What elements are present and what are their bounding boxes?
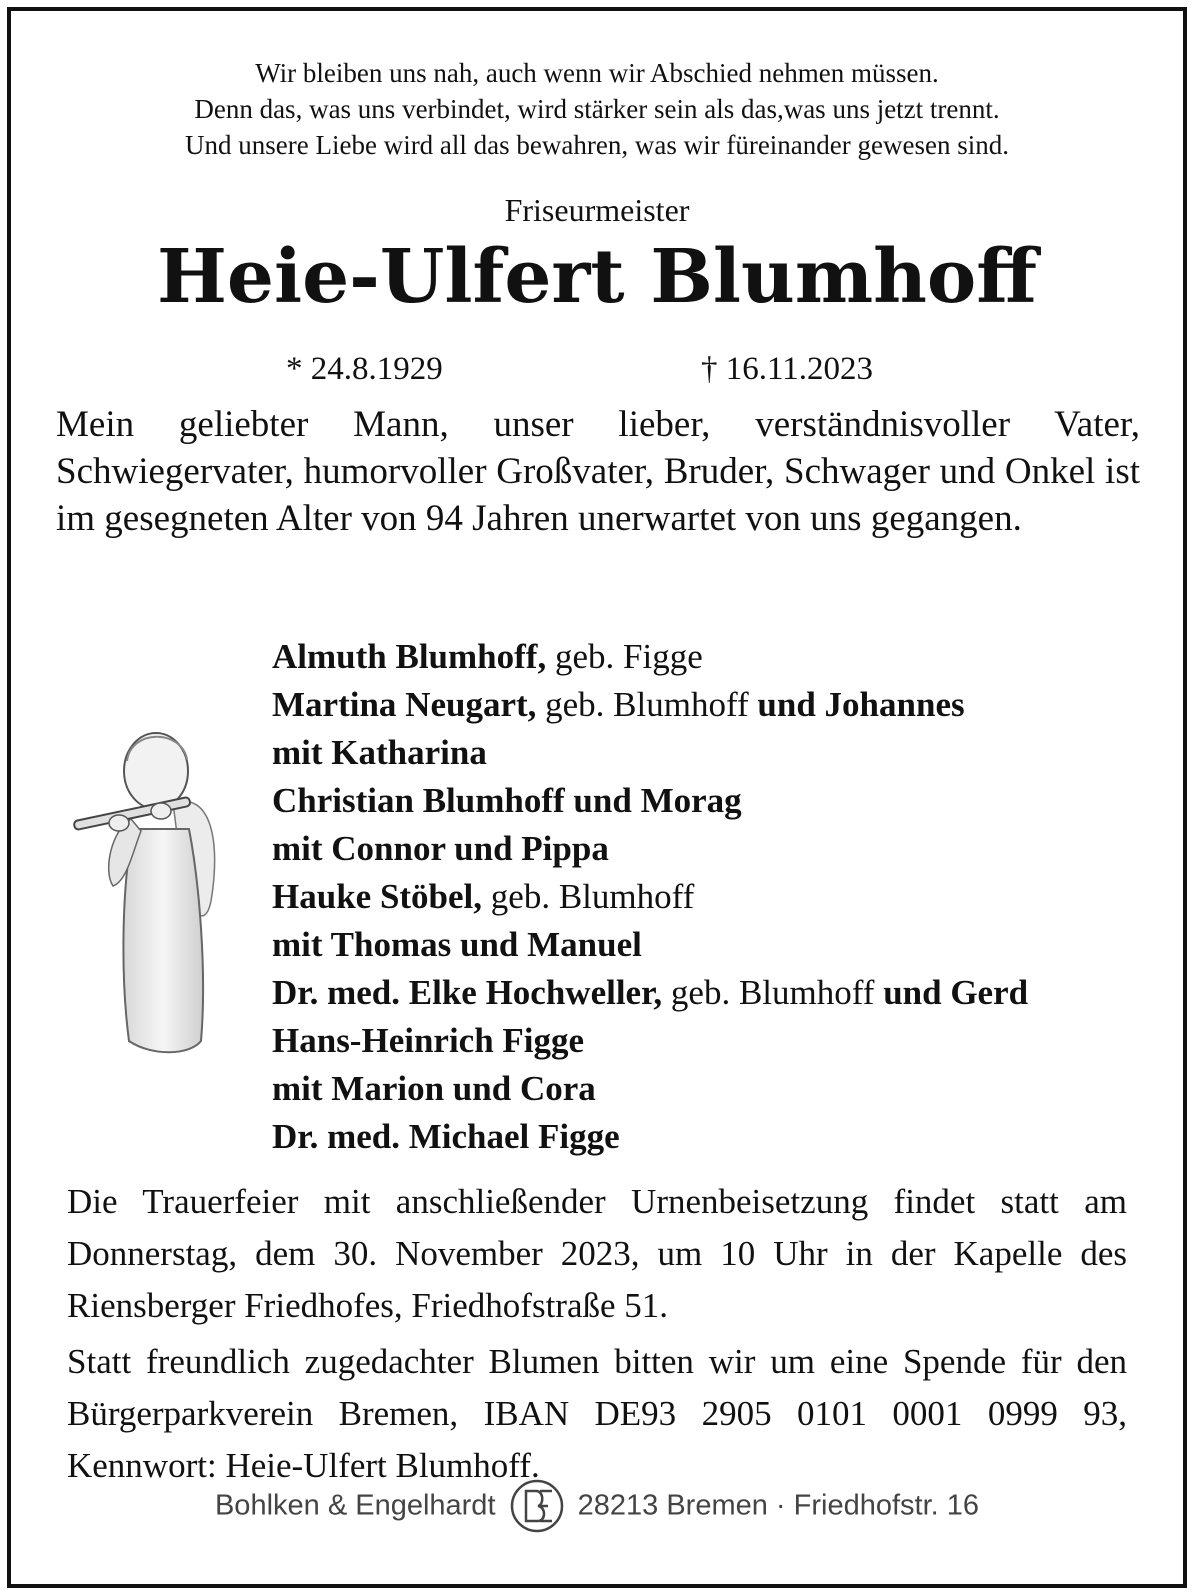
mourner-name: Martina Neugart,: [272, 685, 537, 724]
mourner-name: Hans-Heinrich Figge: [272, 1021, 585, 1060]
mourner-name: Almuth Blumhoff,: [272, 637, 547, 676]
mourner-line: [272, 777, 1172, 825]
mourner-birth-name: geb. Blumhoff: [662, 973, 875, 1012]
mourner-line: [272, 1017, 1172, 1065]
donation-text: Statt freundlich zugedachter Blumen bitten wir um eine Spende für den Bürgerparkverein Bremen, IBAN DE93 2905 0101 0001 0999 93, Kennwort: Heie-Ulfert Blumhoff.: [67, 1342, 1127, 1485]
obituary-frame: [7, 7, 1187, 1588]
deceased-name: Heie-Ulfert Blumhoff: [156, 234, 1038, 320]
mourner-line: [272, 969, 1172, 1017]
intro-text: Mein geliebter Mann, unser lieber, verständnisvoller Vater, Schwiegervater, humorvoller Großvater, Bruder, Schwager und Onkel ist im gesegneten Alter von 94 Jahren unerwartet von uns gegangen.: [56, 404, 1140, 539]
motto-line: Wir bleiben uns nah, auch wenn wir Abschied nehmen müssen.: [255, 58, 939, 88]
mourner-partner: und Gerd: [874, 973, 1029, 1012]
mourner-name: mit Marion und Cora: [272, 1069, 596, 1108]
profession-title: Friseurmeister: [504, 192, 690, 228]
mourner-line: [272, 633, 1172, 681]
motto-verse: [11, 55, 1183, 163]
mourner-line: [272, 1065, 1172, 1113]
motto-line: Und unsere Liebe wird all das bewahren, was wir füreinander gewesen sind.: [185, 130, 1009, 160]
mourner-line: [272, 921, 1172, 969]
mourners-list: [272, 633, 1172, 1161]
mourner-partner: und Johannes: [748, 685, 965, 724]
mourner-name: Dr. med. Michael Figge: [272, 1117, 620, 1156]
funeral-home-address: 28213 Bremen · Friedhofstr. 16: [577, 1489, 980, 1522]
mourner-name: Hauke Stöbel,: [272, 877, 483, 916]
mourner-name: mit Katharina: [272, 733, 487, 772]
mourner-line: [272, 873, 1172, 921]
angel-with-flute-icon: [61, 711, 231, 1091]
mourner-name: Christian Blumhoff und Morag: [272, 781, 742, 820]
ceremony-text: Die Trauerfeier mit anschließender Urnenbeisetzung findet statt am Donnerstag, dem 30. November 2023, um 10 Uhr in der Kapelle des Riensberger Friedhofes, Friedhofstraße 51.: [67, 1182, 1127, 1325]
motto-line: Denn das, was uns verbindet, wird stärker sein als das,was uns jetzt trennt.: [194, 94, 1000, 124]
mourner-birth-name: geb. Figge: [546, 637, 703, 676]
mourner-line: [272, 681, 1172, 729]
mourner-birth-name: geb. Blumhoff: [482, 877, 695, 916]
mourner-birth-name: geb. Blumhoff: [536, 685, 749, 724]
mourner-name: mit Connor und Pippa: [272, 829, 609, 868]
mourner-line: [272, 729, 1172, 777]
funeral-home-footer: [11, 1477, 1183, 1535]
birth-date: * 24.8.1929: [286, 351, 443, 387]
funeral-home-name: Bohlken & Engelhardt: [214, 1489, 496, 1522]
funeral-home-logo-icon: [508, 1477, 566, 1535]
mourner-line: [272, 825, 1172, 873]
mourner-line: [272, 1113, 1172, 1161]
death-date: † 16.11.2023: [701, 351, 874, 387]
mourner-name: mit Thomas und Manuel: [272, 925, 642, 964]
mourner-name: Dr. med. Elke Hochweller,: [272, 973, 663, 1012]
